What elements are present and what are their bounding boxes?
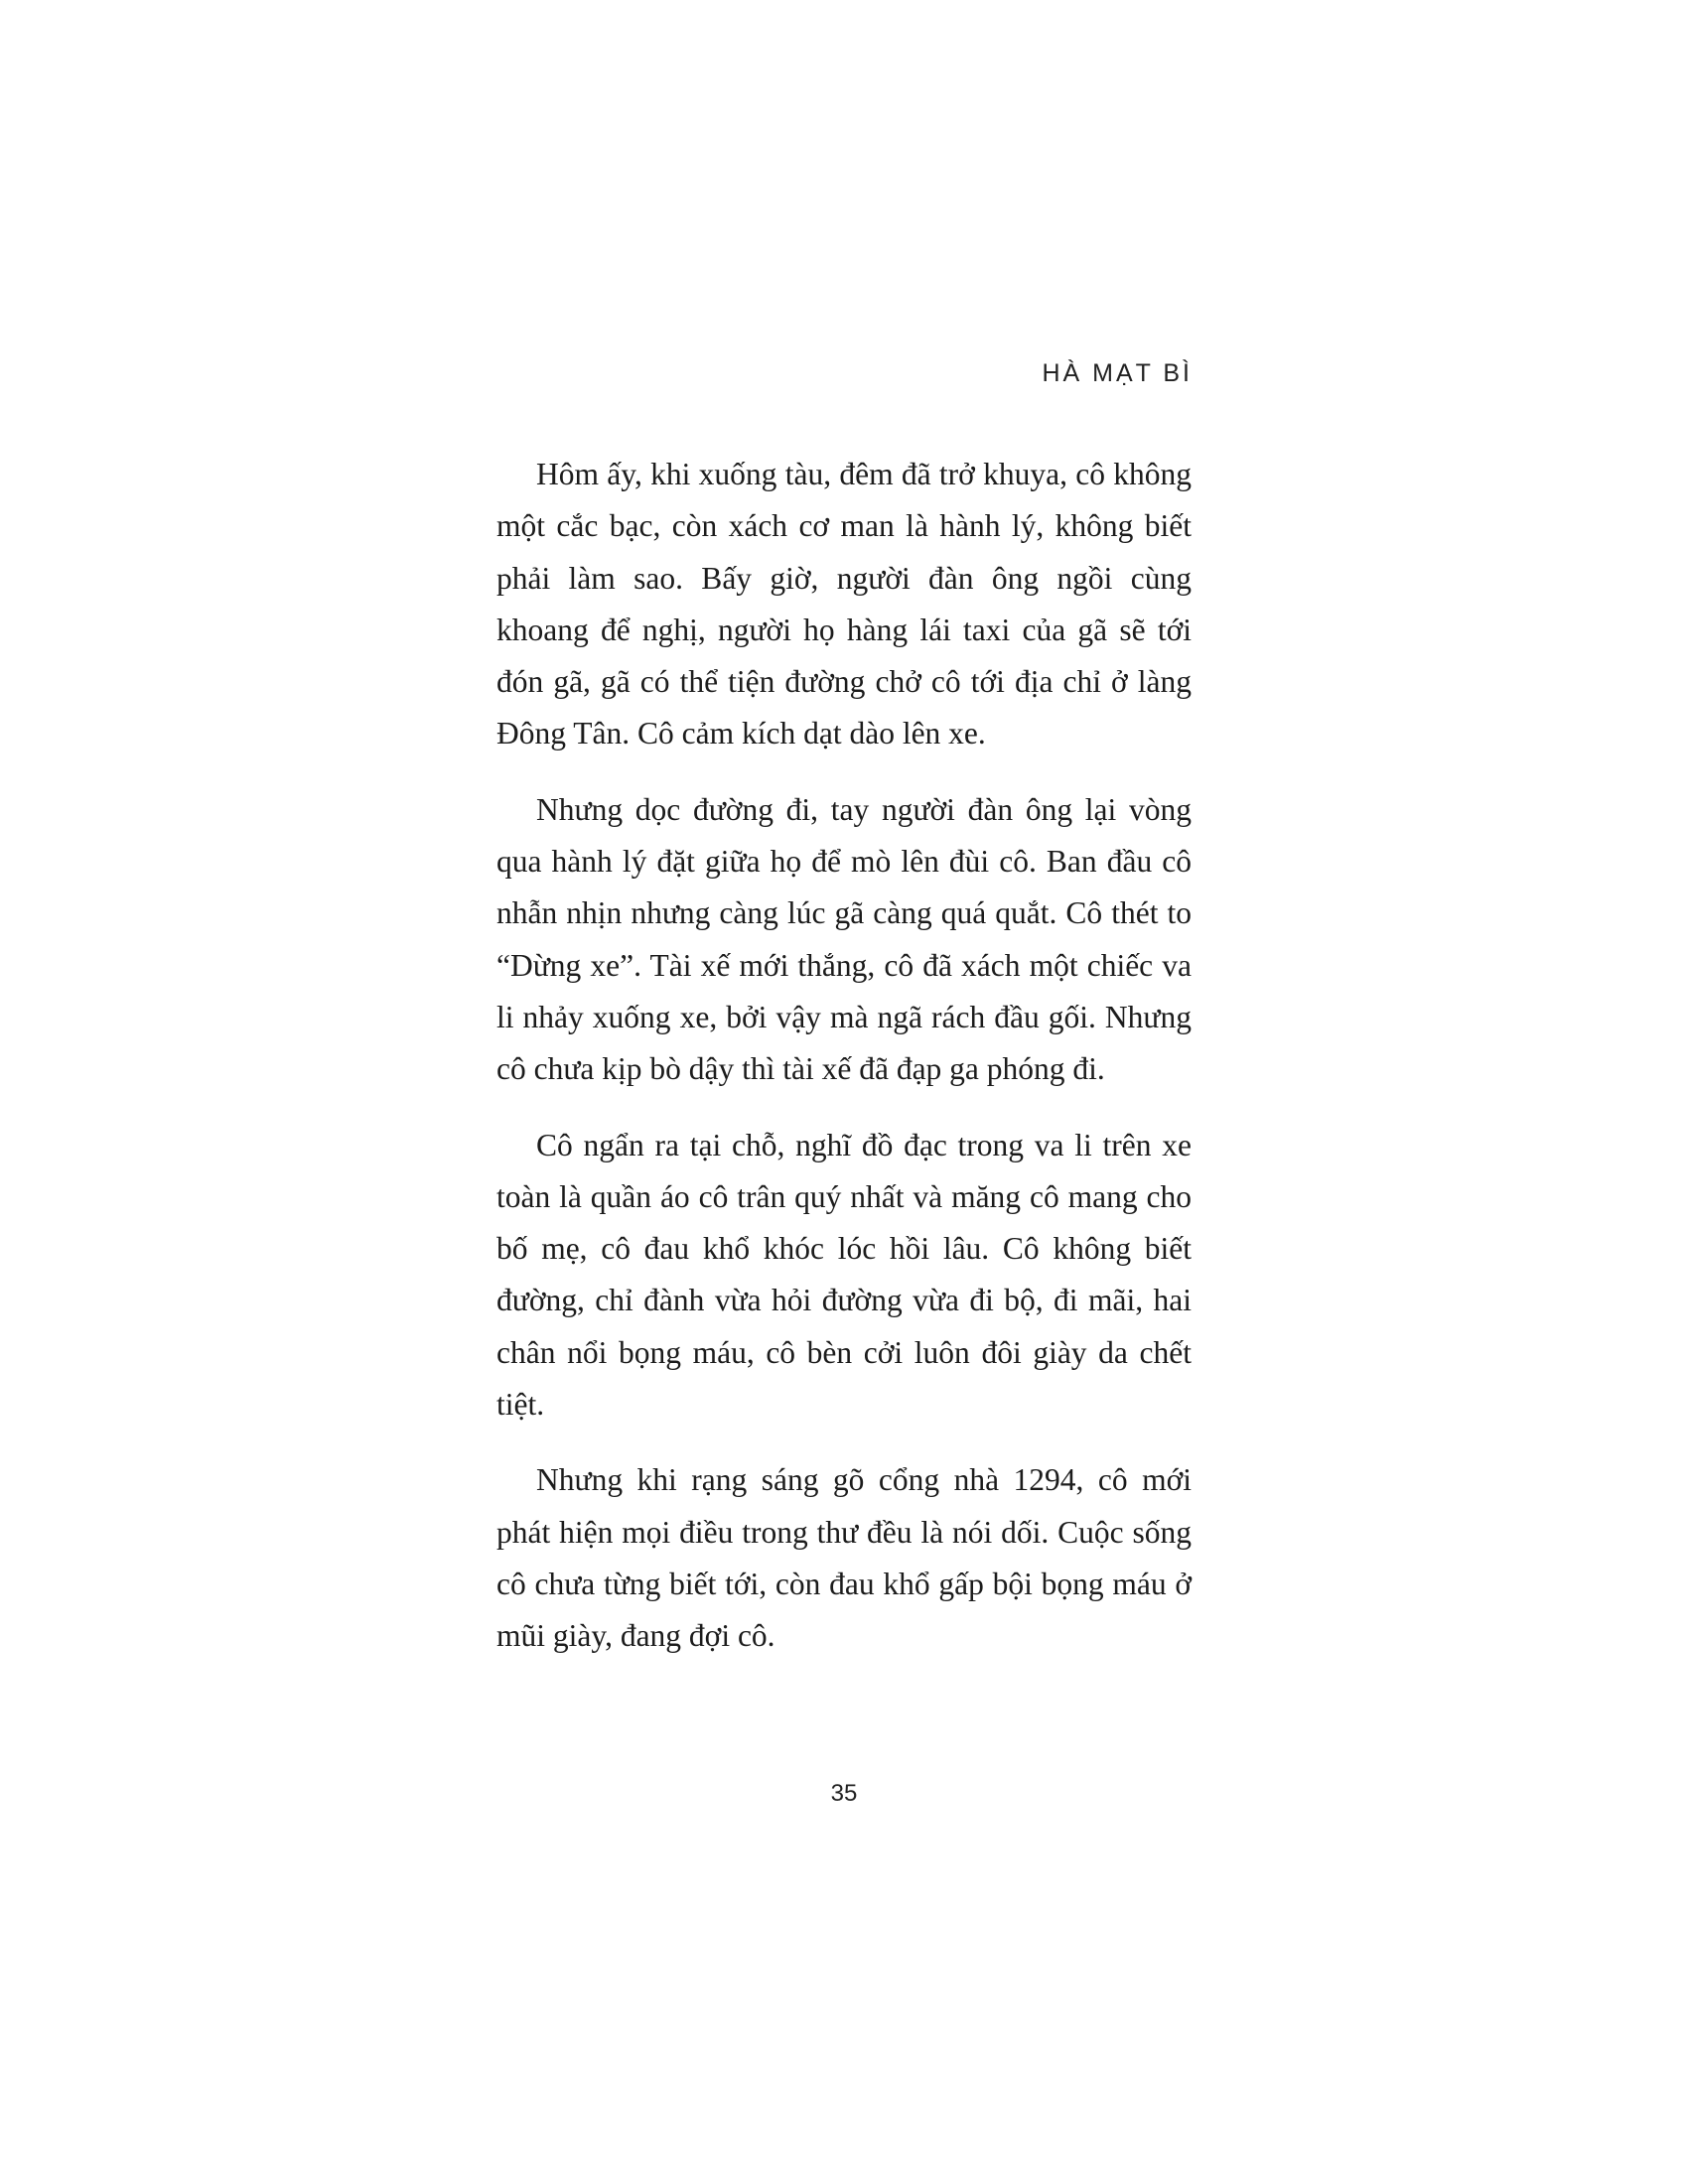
body-text	[496, 449, 1192, 1663]
paragraph: Cô ngẩn ra tại chỗ, nghĩ đồ đạc trong va li trên xe toàn là quần áo cô trân quý nhất và măng cô mang cho bố mẹ, cô đau khổ khóc lóc hồi lâu. Cô không biết đường, chỉ đành vừa hỏi đường vừa đi bộ, đi mãi, hai chân nổi bọng máu, cô bèn cởi luôn đôi giày da chết tiệt.	[496, 1127, 1192, 1423]
running-header: HÀ MẠT BÌ	[1042, 359, 1193, 387]
page-number: 35	[830, 1780, 858, 1807]
paragraph: Nhưng khi rạng sáng gõ cổng nhà 1294, cô mới phát hiện mọi điều trong thư đều là nói dối. Cuộc sống cô chưa từng biết tới, còn đau khổ gấp bội bọng máu ở mũi giày, đang đợi cô.	[496, 1462, 1192, 1654]
paragraph: Nhưng dọc đường đi, tay người đàn ông lại vòng qua hành lý đặt giữa họ để mò lên đùi cô. Ban đầu cô nhẫn nhịn nhưng càng lúc gã càng quá quắt. Cô thét to “Dừng xe”. Tài xế mới thắng, cô đã xách một chiếc va li nhảy xuống xe, bởi vậy mà ngã rách đầu gối. Nhưng cô chưa kịp bò dậy thì tài xế đã đạp ga phóng đi.	[496, 791, 1192, 1087]
paragraph: Hôm ấy, khi xuống tàu, đêm đã trở khuya, cô không một cắc bạc, còn xách cơ man là hành lý, không biết phải làm sao. Bấy giờ, người đàn ông ngồi cùng khoang để nghị, người họ hàng lái taxi của gã sẽ tới đón gã, gã có thể tiện đường chở cô tới địa chỉ ở làng Đông Tân. Cô cảm kích dạt dào lên xe.	[496, 457, 1192, 751]
